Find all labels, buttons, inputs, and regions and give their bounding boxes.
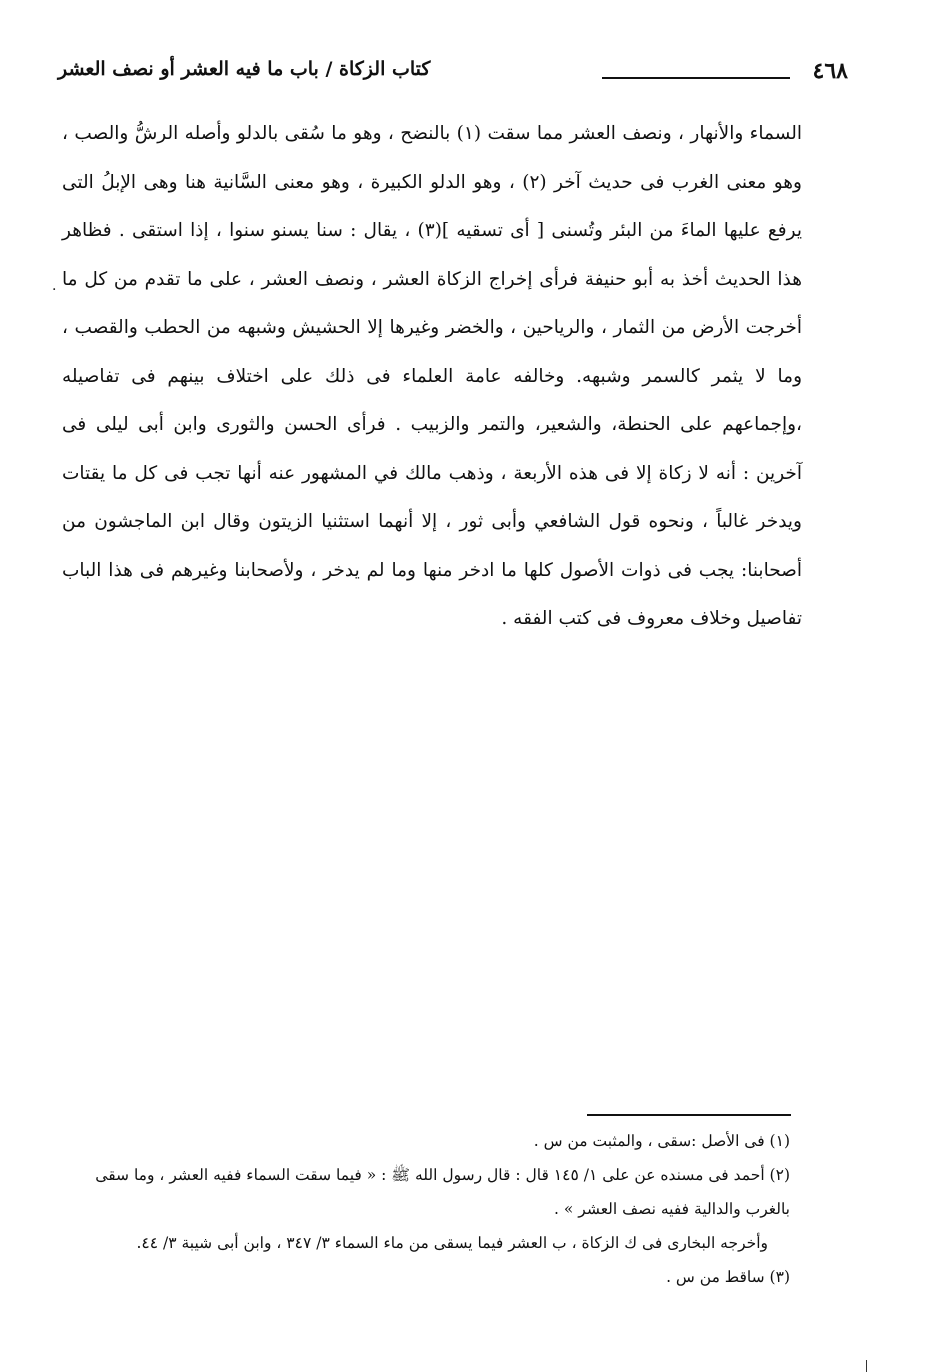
main-text xyxy=(62,110,802,644)
running-header xyxy=(58,56,848,90)
page-number: ٤٦٨ xyxy=(812,58,848,84)
footnote-3: (٣) ساقط من س . xyxy=(666,1268,790,1286)
header-rule xyxy=(602,77,790,79)
running-title: كتاب الزكاة / باب ما فيه العشر أو نصف العشر xyxy=(58,58,431,80)
footnote-separator xyxy=(587,1114,791,1116)
footnote-2-continuation: وأخرجه البخارى فى ك الزكاة ، ب العشر فيما يسقى من ماء السماء ٣/ ٣٤٧ ، وابن أبى شيبة ٣/ ٤٤. xyxy=(136,1234,768,1252)
footnote-1: (١) فى الأصل :سقى ، والمثبت من س . xyxy=(533,1132,790,1150)
footnote-2: (٢) أحمد فى مسنده عن على ١/ ١٤٥ قال : قال رسول الله ﷺ : « فيما سقت السماء ففيه العشر ، وما سقى بالغرب والدالية ففيه نصف العشر » . xyxy=(95,1166,790,1218)
body-paragraph: السماء والأنهار ، ونصف العشر مما سقت (١) بالنضح ، وهو ما سُقى بالدلو وأصله الرشُّ والصب ، وهو معنى الغرب فى حديث آخر (٢) ، وهو الدلو الكبيرة ، وهو معنى السَّانية هنا وهى الإبلُ التى يرفع عليها الماءَ من البئر وتُسنى [ أى تسقيه ](٣) ، يقال : سنا يسنو سنوا ، إذا استقى . فظاهر هذا الحديث أخذ به أبو حنيفة فرأى إخراج الزكاة العشر ، ونصف العشر ، على ما تقدم من كل ما أخرجت الأرض من الثمار ، والرياحين ، والخضر وغيرها إلا الحشيش وشبهه من الحطب والقصب ، وما لا يثمر كالسمر وشبهه. وخالفه عامة العلماء فى ذلك على اختلاف بينهم فى تفاصيله ،وإجماعهم على الحنطة، والشعير، والتمر والزبيب . فرأى الحسن والثورى وابن أبى ليلى فى آخرين : أنه لا زكاة إلا فى هذه الأربعة ، وذهب مالك في المشهور عنه أنها تجب فى كل ما يقتات ويدخر غالباً ، ونحوه قول الشافعي وأبى ثور ، إلا أنهما استثنيا الزيتون وقال ابن الماجشون من أصحابنا: يجب فى ذوات الأصول كلها ما ادخر منها وما لم يدخر ، ولأصحابنا وغيرهم فى هذا الباب تفاصيل وخلاف معروف فى كتب الفقه . xyxy=(62,123,802,629)
footnotes xyxy=(60,1124,790,1294)
page-edge-mark xyxy=(866,1360,867,1372)
margin-dot: · xyxy=(52,282,57,298)
